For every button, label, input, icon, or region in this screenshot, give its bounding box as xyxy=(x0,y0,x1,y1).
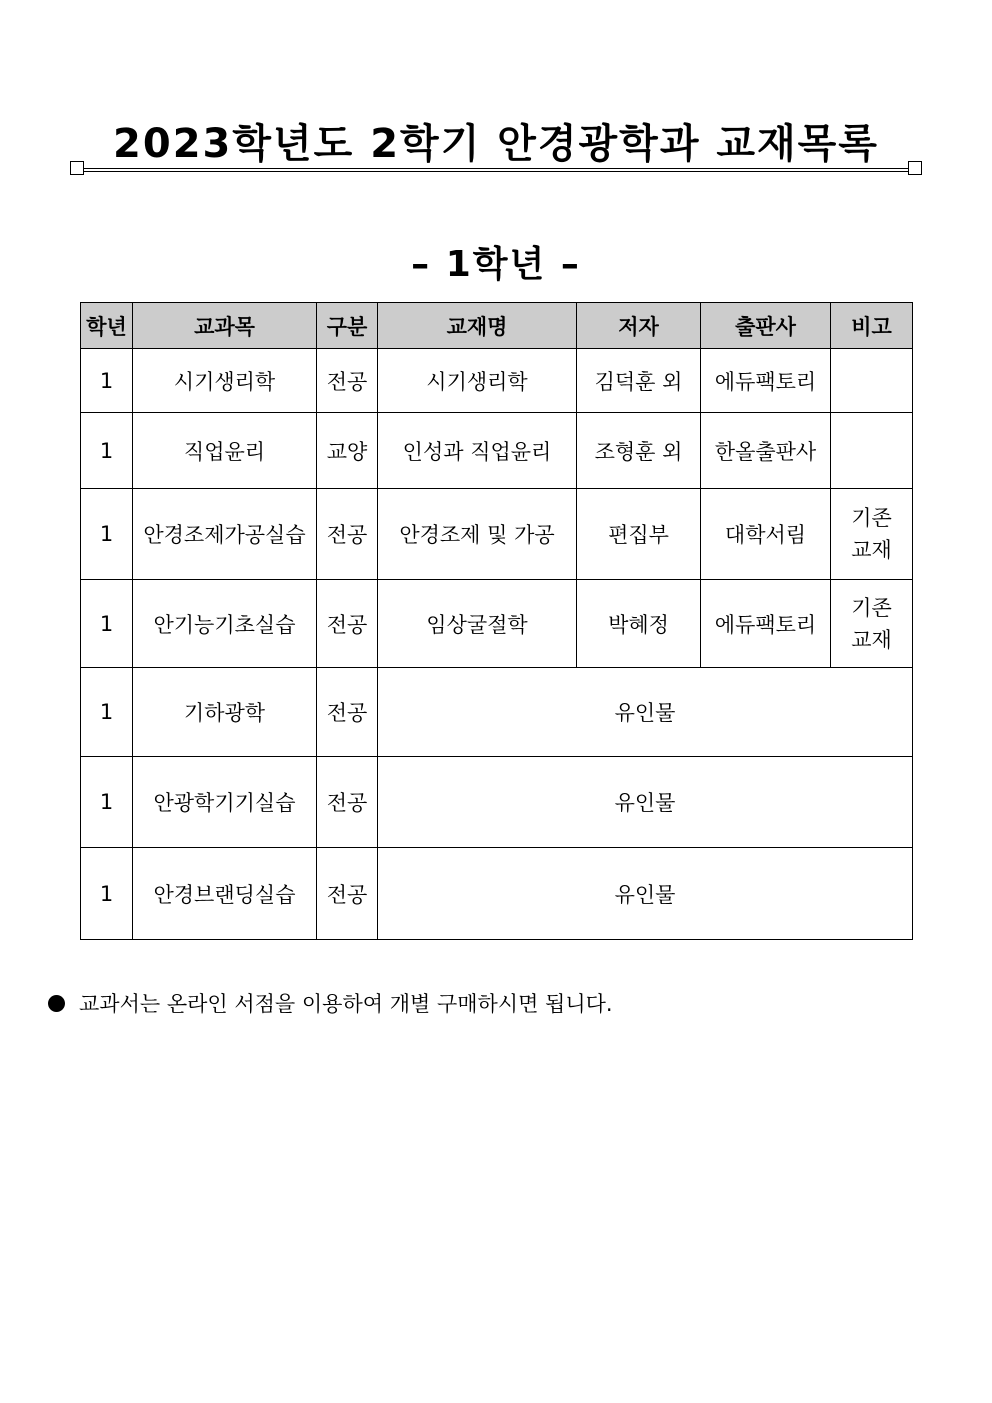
header-author: 저자 xyxy=(577,303,701,349)
table-row xyxy=(81,757,913,848)
cell-material: 유인물 xyxy=(378,848,913,940)
cell-course: 안광학기기실습 xyxy=(133,757,317,848)
cell-grade: 1 xyxy=(81,668,133,757)
header-publisher: 출판사 xyxy=(701,303,831,349)
footnote-text: 교과서는 온라인 서점을 이용하여 개별 구매하시면 됩니다. xyxy=(79,992,613,1016)
textbook-table xyxy=(80,302,913,940)
cell-type: 전공 xyxy=(317,580,378,668)
header-course: 교과목 xyxy=(133,303,317,349)
cell-course: 기하광학 xyxy=(133,668,317,757)
title-rule-right-handle-icon xyxy=(908,161,922,175)
cell-grade: 1 xyxy=(81,489,133,580)
cell-author: 조형훈 외 xyxy=(577,413,701,489)
cell-grade: 1 xyxy=(81,757,133,848)
header-note: 비고 xyxy=(831,303,913,349)
document-title: 2023학년도 2학기 안경광학과 교재목록 xyxy=(113,121,879,167)
table-row xyxy=(81,848,913,940)
note-line-1: 기존 xyxy=(851,595,892,620)
cell-grade: 1 xyxy=(81,848,133,940)
cell-textbook: 임상굴절학 xyxy=(378,580,577,668)
header-textbook: 교재명 xyxy=(378,303,577,349)
footnote xyxy=(48,988,613,1018)
cell-grade: 1 xyxy=(81,413,133,489)
table-row xyxy=(81,668,913,757)
cell-type: 전공 xyxy=(317,489,378,580)
cell-type: 전공 xyxy=(317,757,378,848)
table-row xyxy=(81,413,913,489)
title-rule-left-handle-icon xyxy=(70,161,84,175)
table-header-row xyxy=(81,303,913,349)
cell-publisher: 에듀팩토리 xyxy=(701,349,831,413)
note-line-2: 교재 xyxy=(851,627,892,652)
cell-material: 유인물 xyxy=(378,668,913,757)
cell-grade: 1 xyxy=(81,349,133,413)
cell-textbook: 인성과 직업윤리 xyxy=(378,413,577,489)
cell-note xyxy=(831,489,913,580)
cell-course: 안기능기초실습 xyxy=(133,580,317,668)
table-row xyxy=(81,580,913,668)
cell-course: 직업윤리 xyxy=(133,413,317,489)
bullet-icon xyxy=(48,995,65,1012)
cell-material: 유인물 xyxy=(378,757,913,848)
cell-course: 안경브랜딩실습 xyxy=(133,848,317,940)
cell-publisher: 대학서림 xyxy=(701,489,831,580)
cell-note xyxy=(831,349,913,413)
header-grade: 학년 xyxy=(81,303,133,349)
cell-grade: 1 xyxy=(81,580,133,668)
cell-type: 전공 xyxy=(317,349,378,413)
title-underline xyxy=(76,168,916,169)
note-line-1: 기존 xyxy=(851,506,892,530)
cell-author: 김덕훈 외 xyxy=(577,349,701,413)
section-title: – 1학년 – xyxy=(411,244,581,285)
note-line-2: 교재 xyxy=(851,538,892,562)
cell-course: 시기생리학 xyxy=(133,349,317,413)
cell-note xyxy=(831,413,913,489)
cell-type: 전공 xyxy=(317,848,378,940)
table-row xyxy=(81,489,913,580)
cell-type: 교양 xyxy=(317,413,378,489)
cell-note xyxy=(831,580,913,668)
cell-textbook: 시기생리학 xyxy=(378,349,577,413)
table-row xyxy=(81,349,913,413)
cell-type: 전공 xyxy=(317,668,378,757)
cell-course: 안경조제가공실습 xyxy=(133,489,317,580)
title-underline-inner xyxy=(76,171,916,172)
header-type: 구분 xyxy=(317,303,378,349)
cell-publisher: 한올출판사 xyxy=(701,413,831,489)
cell-author: 박혜정 xyxy=(577,580,701,668)
cell-publisher: 에듀팩토리 xyxy=(701,580,831,668)
cell-author: 편집부 xyxy=(577,489,701,580)
cell-textbook: 안경조제 및 가공 xyxy=(378,489,577,580)
